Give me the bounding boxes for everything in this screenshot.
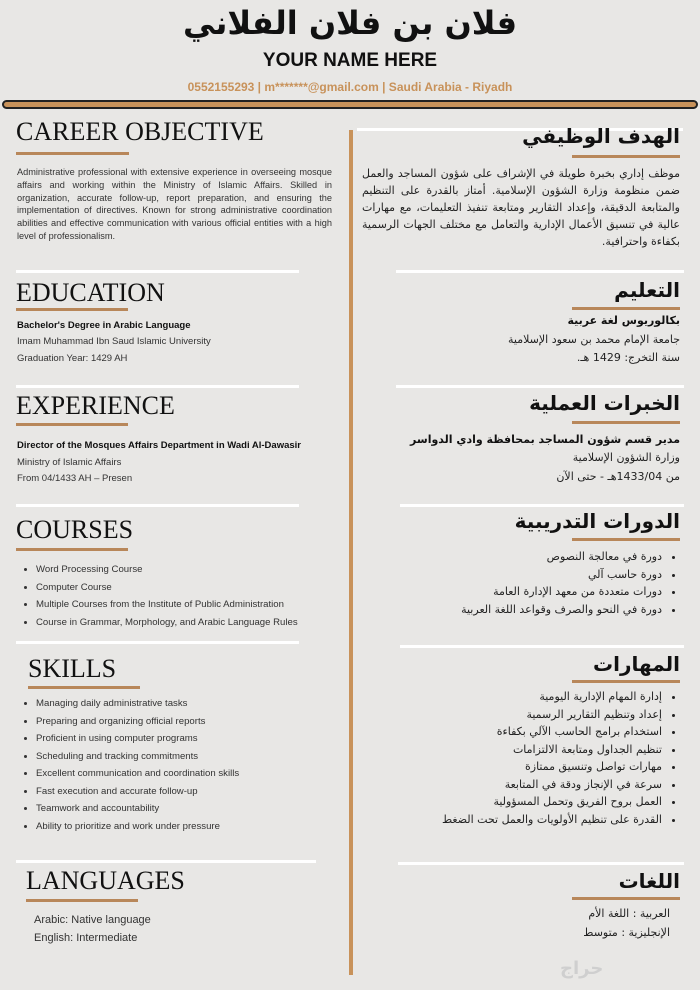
ar-skills-underline <box>572 680 680 683</box>
en-language-english: English: Intermediate <box>34 932 138 944</box>
ar-course-item: • دورات متعددة من معهد الإدارة العامة <box>461 583 662 601</box>
en-separator <box>16 385 299 388</box>
ar-languages-underline <box>572 897 680 900</box>
en-skill-item: • Proficient in using computer programs <box>36 730 239 748</box>
en-education-year: Graduation Year: 1429 AH <box>17 353 128 364</box>
en-languages-underline <box>26 899 138 902</box>
ar-course-item: • دورة في معالجة النصوص <box>461 548 662 566</box>
en-objective-text: Administrative professional with extensive experience in overseeing mosque affairs and working within the Ministry of Islamic Affairs. Skilled in organization, accurate follow-up, report preparation, and ensuring the implementation of directives. Known for strong administrative coordination abilities and effective communication with various official entities with a high level of professionalism. <box>17 167 332 241</box>
ar-experience-underline <box>572 421 680 424</box>
ar-courses-heading: الدورات التدريبية <box>514 509 680 533</box>
en-skill-item: • Teamwork and accountability <box>36 800 239 818</box>
en-course-item: • Multiple Courses from the Institute of Public Administration <box>36 596 298 614</box>
en-course-item: • Word Processing Course <box>36 561 298 579</box>
en-separator <box>16 641 299 644</box>
en-skill-item: • Fast execution and accurate follow-up <box>36 783 239 801</box>
ar-education-underline <box>572 307 680 310</box>
en-separator <box>16 860 316 863</box>
en-experience-title: Director of the Mosques Affairs Department in Wadi Al-Dawasir <box>17 440 301 451</box>
ar-language-arabic: العربية : اللغة الأم <box>588 907 670 920</box>
ar-separator <box>400 645 684 648</box>
ar-skills-list <box>442 688 680 828</box>
ar-skill-item: • إدارة المهام الإدارية اليومية <box>442 688 662 706</box>
contact-line: 0552155293 | m*******@gmail.com | Saudi Arabia - Riyadh <box>187 80 513 94</box>
ar-experience-heading: الخبرات العملية <box>529 391 680 415</box>
en-language-arabic: Arabic: Native language <box>34 914 151 926</box>
ar-language-english: الإنجليزية : متوسط <box>583 926 670 939</box>
ar-objective-heading: الهدف الوظيفي <box>522 124 680 148</box>
en-skills-heading: SKILLS <box>28 654 117 683</box>
ar-education-university: جامعة الإمام محمد بن سعود الإسلامية <box>508 333 680 346</box>
ar-course-item: • دورة في النحو والصرف وقواعد اللغة العربية <box>461 601 662 619</box>
ar-skill-item: • إعداد وتنظيم التقارير الرسمية <box>442 706 662 724</box>
en-skill-item: • Ability to prioritize and work under pressure <box>36 818 239 836</box>
en-skill-item: • Managing daily administrative tasks <box>36 695 239 713</box>
ar-education-heading: التعليم <box>614 278 680 302</box>
ar-education-year: سنة التخرج: 1429 هـ. <box>576 351 680 364</box>
en-skill-item: • Excellent communication and coordination skills <box>36 765 239 783</box>
name-arabic: فلان بن فلان الفلاني <box>182 4 518 42</box>
ar-skill-item: • مهارات تواصل وتنسيق ممتازة <box>442 758 662 776</box>
en-skill-item: • Preparing and organizing official reports <box>36 713 239 731</box>
ar-skills-heading: المهارات <box>593 652 680 676</box>
ar-separator <box>396 270 684 273</box>
ar-experience-period: من 1433/04هـ - حتى الآن <box>556 470 680 483</box>
ar-languages-heading: اللغات <box>618 869 680 893</box>
header-divider-bar <box>2 100 698 109</box>
en-skill-item: • Scheduling and tracking commitments <box>36 748 239 766</box>
ar-skill-item: • القدرة على تنظيم الأولويات والعمل تحت الضغط <box>442 811 662 829</box>
en-course-item: • Course in Grammar, Morphology, and Arabic Language Rules <box>36 614 298 632</box>
ar-skill-item: • سرعة في الإنجاز ودقة في المتابعة <box>442 776 662 794</box>
en-education-degree: Bachelor's Degree in Arabic Language <box>17 320 191 331</box>
ar-skill-item: • العمل بروح الفريق وتحمل المسؤولية <box>442 793 662 811</box>
en-skills-list <box>20 695 239 835</box>
en-courses-underline <box>16 548 128 551</box>
ar-education-degree: بكالوريوس لغة عربية <box>567 314 680 327</box>
en-experience-org: Ministry of Islamic Affairs <box>17 457 122 468</box>
ar-experience-org: وزارة الشؤون الإسلامية <box>572 451 680 464</box>
ar-separator <box>396 385 684 388</box>
en-objective-heading: CAREER OBJECTIVE <box>16 117 264 146</box>
en-separator <box>16 504 299 507</box>
en-experience-heading: EXPERIENCE <box>16 391 175 420</box>
en-education-underline <box>16 308 128 311</box>
en-objective-underline <box>16 152 129 155</box>
ar-skill-item: • استخدام برامج الحاسب الآلي بكفاءة <box>442 723 662 741</box>
en-languages-heading: LANGUAGES <box>26 866 185 895</box>
en-education-university: Imam Muhammad Ibn Saud Islamic University <box>17 336 211 347</box>
en-education-heading: EDUCATION <box>16 278 165 307</box>
en-courses-heading: COURSES <box>16 515 134 544</box>
ar-course-item: • دورة حاسب آلي <box>461 566 662 584</box>
ar-separator <box>398 862 684 865</box>
ar-experience-title: مدير قسم شؤون المساجد بمحافظة وادي الدواسر <box>410 433 680 446</box>
en-experience-underline <box>16 423 128 426</box>
name-english: YOUR NAME HERE <box>262 50 438 71</box>
ar-courses-underline <box>572 538 680 541</box>
ar-objective-underline <box>572 155 680 158</box>
watermark-logo: حراج <box>560 958 604 979</box>
center-divider <box>349 130 353 975</box>
en-courses-list <box>20 561 298 631</box>
en-course-item: • Computer Course <box>36 579 298 597</box>
en-experience-period: From 04/1433 AH – Presen <box>17 473 133 484</box>
ar-courses-list <box>461 548 680 618</box>
en-separator <box>16 270 299 273</box>
ar-separator <box>400 504 684 507</box>
ar-skill-item: • تنظيم الجداول ومتابعة الالتزامات <box>442 741 662 759</box>
ar-objective-text: موظف إداري بخبرة طويلة في الإشراف على شؤون المساجد والعمل ضمن منظومة وزارة الشؤون الإسلامية. أمتاز بالقدرة على التنظيم والمتابعة الدقيقة، وإعداد التقارير ومتابعة تنفيذ التعليمات، مع مهارات عالية في تنسيق الأعمال الإدارية والتعامل مع مختلف الجهات الرسمية بكفاءة واحترافية. <box>362 167 680 248</box>
en-skills-underline <box>28 686 140 689</box>
